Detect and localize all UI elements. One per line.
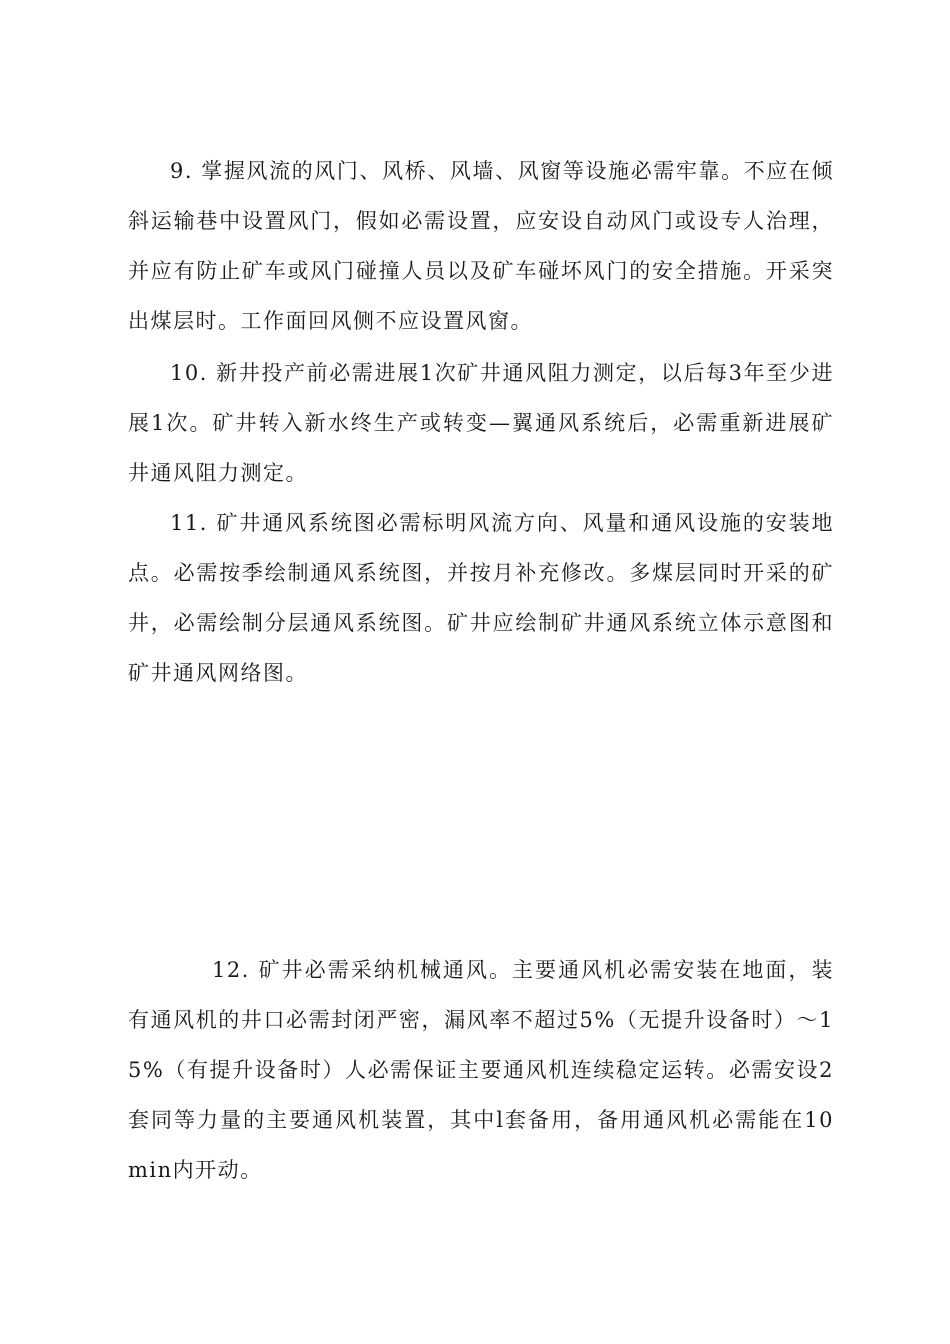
paragraph-11: 11. 矿井通风系统图必需标明风流方向、风量和通风设施的安装地点。必需按季绘制通风系统图，并按月补充修改。多煤层同时开采的矿井，必需绘制分层通风系统图。矿井应绘制矿井通风系统立体示意图和矿井通风网络图。: [128, 511, 834, 685]
paragraph-12: 12. 矿井必需采纳机械通风。主要通风机必需安装在地面，装有通风机的井口必需封闭严密，漏风率不超过5%（无提升设备时）～15%（有提升设备时）人必需保证主要通风机连续稳定运转。必需安设2套同等力量的主要通风机装置，其中l套备用，备用通风机必需能在10min内开动。: [128, 958, 834, 1182]
paragraph-10: 10. 新井投产前必需进展1次矿井通风阻力测定，以后每3年至少进展1次。矿井转入新水终生产或转变—翼通风系统后，必需重新进展矿井通风阻力测定。: [128, 361, 834, 485]
paragraph-9: 9. 掌握风流的风门、风桥、风墙、风窗等设施必需牢靠。不应在倾斜运输巷中设置风门，假如必需设置，应安设自动风门或设专人治理，并应有防止矿车或风门碰撞人员以及矿车碰坏风门的安全措施。开采突出煤层时。工作面回风侧不应设置风窗。: [128, 159, 834, 333]
